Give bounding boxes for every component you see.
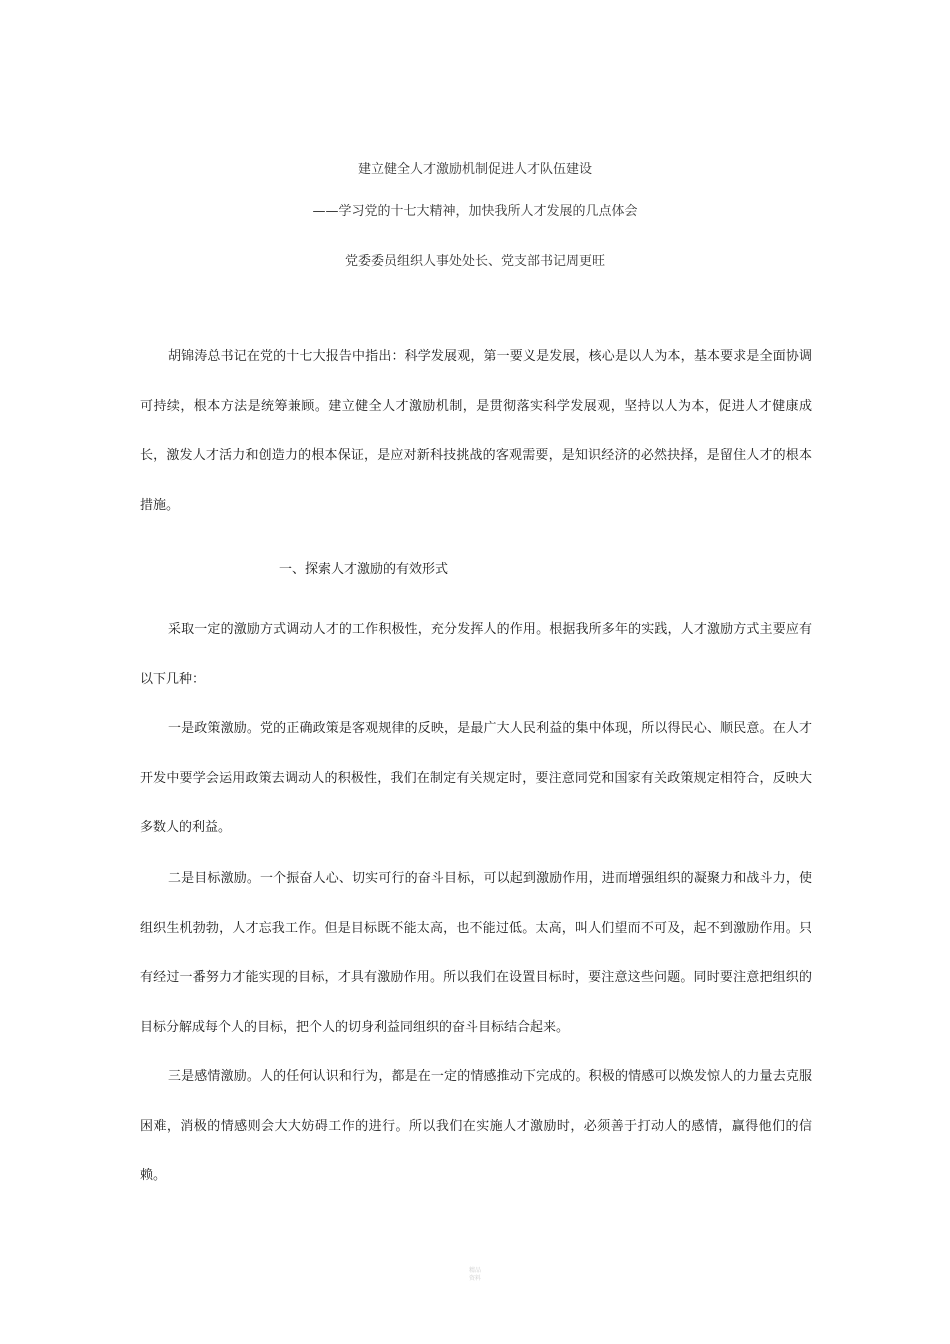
emotion-incentive-paragraph: 三是感情激励。人的任何认识和行为，都是在一定的情感推动下完成的。积极的情感可以焕发惊人的力量去克服困难，消极的情感则会大大妨碍工作的进行。所以我们在实施人才激励时，必须善于打动人的感情，赢得他们的信赖。 <box>140 1069 812 1183</box>
document-title: 建立健全人才激励机制促进人才队伍建设 <box>357 162 592 177</box>
footer-line-2: 资料 <box>468 1275 481 1282</box>
document-subtitle: ——学习党的十七大精神，加快我所人才发展的几点体会 <box>312 204 638 219</box>
footer-watermark <box>455 1267 495 1283</box>
section-heading: 一、探索人才激励的有效形式 <box>279 562 449 577</box>
section-intro-paragraph: 采取一定的激励方式调动人才的工作积极性，充分发挥人的作用。根据我所多年的实践，人才激励方式主要应有以下几种： <box>140 622 812 687</box>
footer-line-1: 精品 <box>468 1267 481 1274</box>
policy-incentive-paragraph: 一是政策激励。党的正确政策是客观规律的反映，是最广大人民利益的集中体现，所以得民心、顺民意。在人才开发中要学会运用政策去调动人的积极性，我们在制定有关规定时，要注意同党和国家有关政策规定相符合，反映大多数人的利益。 <box>140 721 812 835</box>
goal-incentive-paragraph: 二是目标激励。一个振奋人心、切实可行的奋斗目标，可以起到激励作用，进而增强组织的凝聚力和战斗力，使组织生机勃勃，人才忘我工作。但是目标既不能太高，也不能过低。太高，叫人们望而不可及，起不到激励作用。只有经过一番努力才能实现的目标，才具有激励作用。所以我们在设置目标时，要注意这些问题。同时要注意把组织的目标分解成每个人的目标，把个人的切身利益同组织的奋斗目标结合起来。 <box>140 871 812 1035</box>
document-author: 党委委员组织人事处处长、党支部书记周更旺 <box>344 254 605 269</box>
intro-paragraph: 胡锦涛总书记在党的十七大报告中指出：科学发展观，第一要义是发展，核心是以人为本，基本要求是全面协调可持续，根本方法是统筹兼顾。建立健全人才激励机制，是贯彻落实科学发展观，坚持以人为本，促进人才健康成长，激发人才活力和创造力的根本保证，是应对新科技挑战的客观需要，是知识经济的必然抉择，是留住人才的根本措施。 <box>140 349 812 513</box>
